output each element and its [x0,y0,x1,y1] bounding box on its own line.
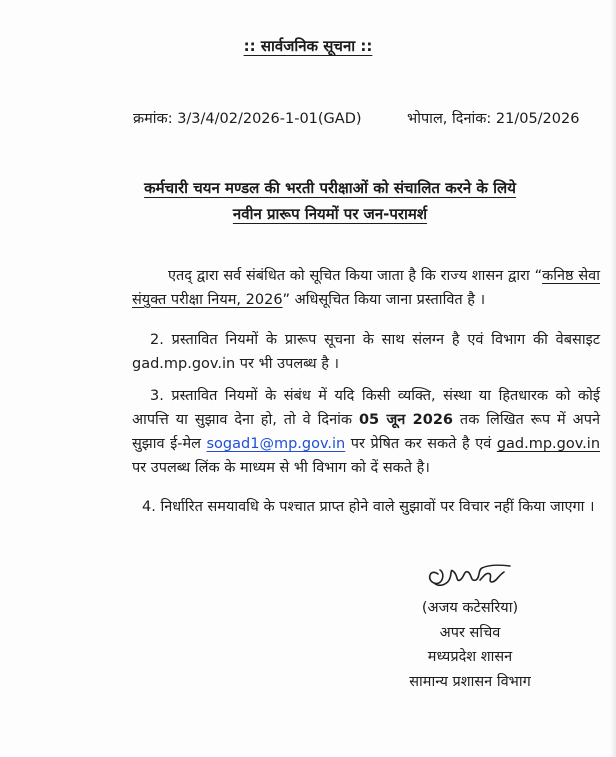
place-and-date: भोपाल, दिनांक: 21/05/2026 [407,111,580,127]
paragraph-3-lead: 3. प्रस्तावित नियमों के संबंध में यदि किसी व्यक्ति, संस्था या हितधारक को कोई आपत्ति या सुझाव देना हो, तो वे दिनांक [132,388,600,428]
rule-name: कनिष्ठ सेवा संयुक्त परीक्षा नियम, 2026 [132,268,600,308]
paragraph-1-tail: अधिसूचित किया जाना प्रस्तावित है । [290,292,486,308]
signatory-department: सामान्य प्रशासन विभाग [409,673,531,690]
paragraph-4: 4. निर्धारित समयावधि के पश्चात प्राप्त होने वाले सुझावों पर विचार नहीं किया जाएगा । [142,499,595,515]
subject-title [60,175,600,227]
subject-line-1: कर्मचारी चयन मण्डल की भरती परीक्षाओं को संचालित करने के लिये [144,179,516,197]
paragraph-3-mid2: पर प्रेषित कर सकते है एवं [345,436,497,452]
handwritten-signature [420,552,520,596]
paragraph-3-mid: तक लिखित रूप में अपने सुझाव ई-मेल [132,412,601,452]
email-link[interactable]: sogad1@mp.gov.in [206,436,346,452]
paragraph-3 [132,384,600,480]
page-edge-shadow [610,0,616,757]
quote-open: “ [534,268,543,284]
deadline-date: 05 जून 2026 [358,412,454,428]
reference-number: क्रमांक: 3/3/4/02/2026-1-01(GAD) [133,111,362,127]
signatory-name: (अजय कटेसरिया) [421,600,519,616]
paragraph-3-tail: पर उपलब्ध लिंक के माध्यम से भी विभाग को दें सकते है। [132,460,430,476]
paragraph-1-lead: एतद् द्वारा सर्व संबंधित को सूचित किया जाता है कि राज्य शासन द्वारा [168,268,535,284]
signatory-block [380,596,560,694]
signatory-state: मध्यप्रदेश शासन [427,649,513,665]
subject-line-2: नवीन प्रारूप नियमों पर जन-परामर्श [232,205,428,223]
notice-heading: :: सार्वजनिक सूचना :: [243,37,373,55]
paragraph-1 [132,264,600,312]
quote-close: ” [282,292,291,308]
paragraph-2: 2. प्रस्तावित नियमों के प्रारूप सूचना के साथ संलग्न है एवं विभाग की वेबसाइट gad.mp.gov.in पर भी उपलब्ध है । [132,332,600,372]
website-link[interactable]: gad.mp.gov.in [496,436,601,452]
signatory-designation: अपर सचिव [439,624,501,641]
